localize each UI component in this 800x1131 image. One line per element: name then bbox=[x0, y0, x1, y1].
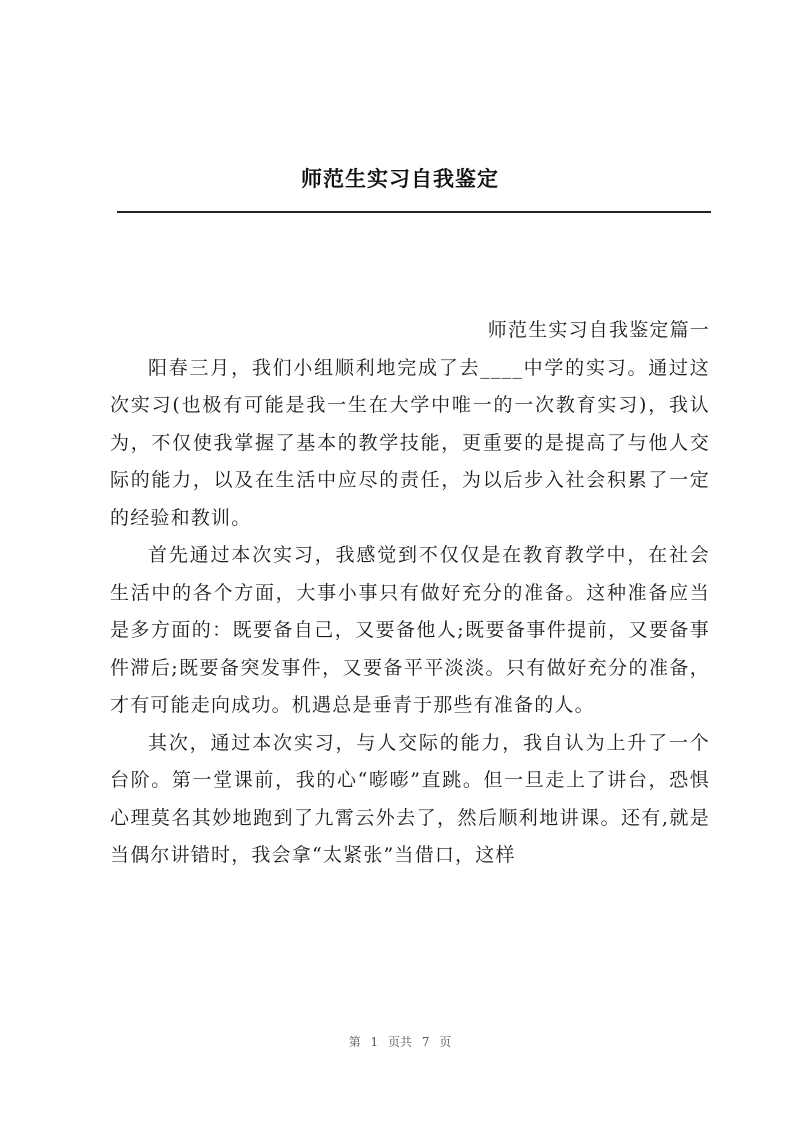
document-title: 师范生实习自我鉴定 bbox=[301, 167, 499, 191]
title-divider bbox=[117, 211, 711, 213]
paragraph-3: 其次，通过本次实习，与人交际的能力，我自认为上升了一个台阶。第一堂课前，我的心“嘭嘭”直跳。但一旦走上了讲台，恐惧心理莫名其妙地跑到了九霄云外去了，然后顺利地讲课。还有,就是当偶尔讲错时，我会拿“太紧张”当借口，这样 bbox=[110, 731, 710, 866]
section-heading: 师范生实习自我鉴定篇一 bbox=[487, 319, 710, 341]
paragraph-2: 首先通过本次实习，我感觉到不仅仅是在教育教学中，在社会生活中的各个方面，大事小事只有做好充分的准备。这种准备应当是多方面的：既要备自己，又要备他人;既要备事件提前，又要备事件滞后;既要备突发事件，又要备平平淡淡。只有做好充分的准备，才有可能走向成功。机遇总是垂青于那些有准备的人。 bbox=[110, 544, 710, 716]
document-body bbox=[110, 312, 710, 875]
page-number-footer: 第 1 页共 7 页 bbox=[348, 1035, 452, 1049]
paragraph-1: 阳春三月，我们小组顺利地完成了去____中学的实习。通过这次实习(也极有可能是我一生在大学中唯一的一次教育实习)，我认为，不仅使我掌握了基本的教学技能，更重要的是提高了与他人交际的能力，以及在生活中应尽的责任，为以后步入社会积累了一定的经验和教训。 bbox=[110, 356, 710, 529]
